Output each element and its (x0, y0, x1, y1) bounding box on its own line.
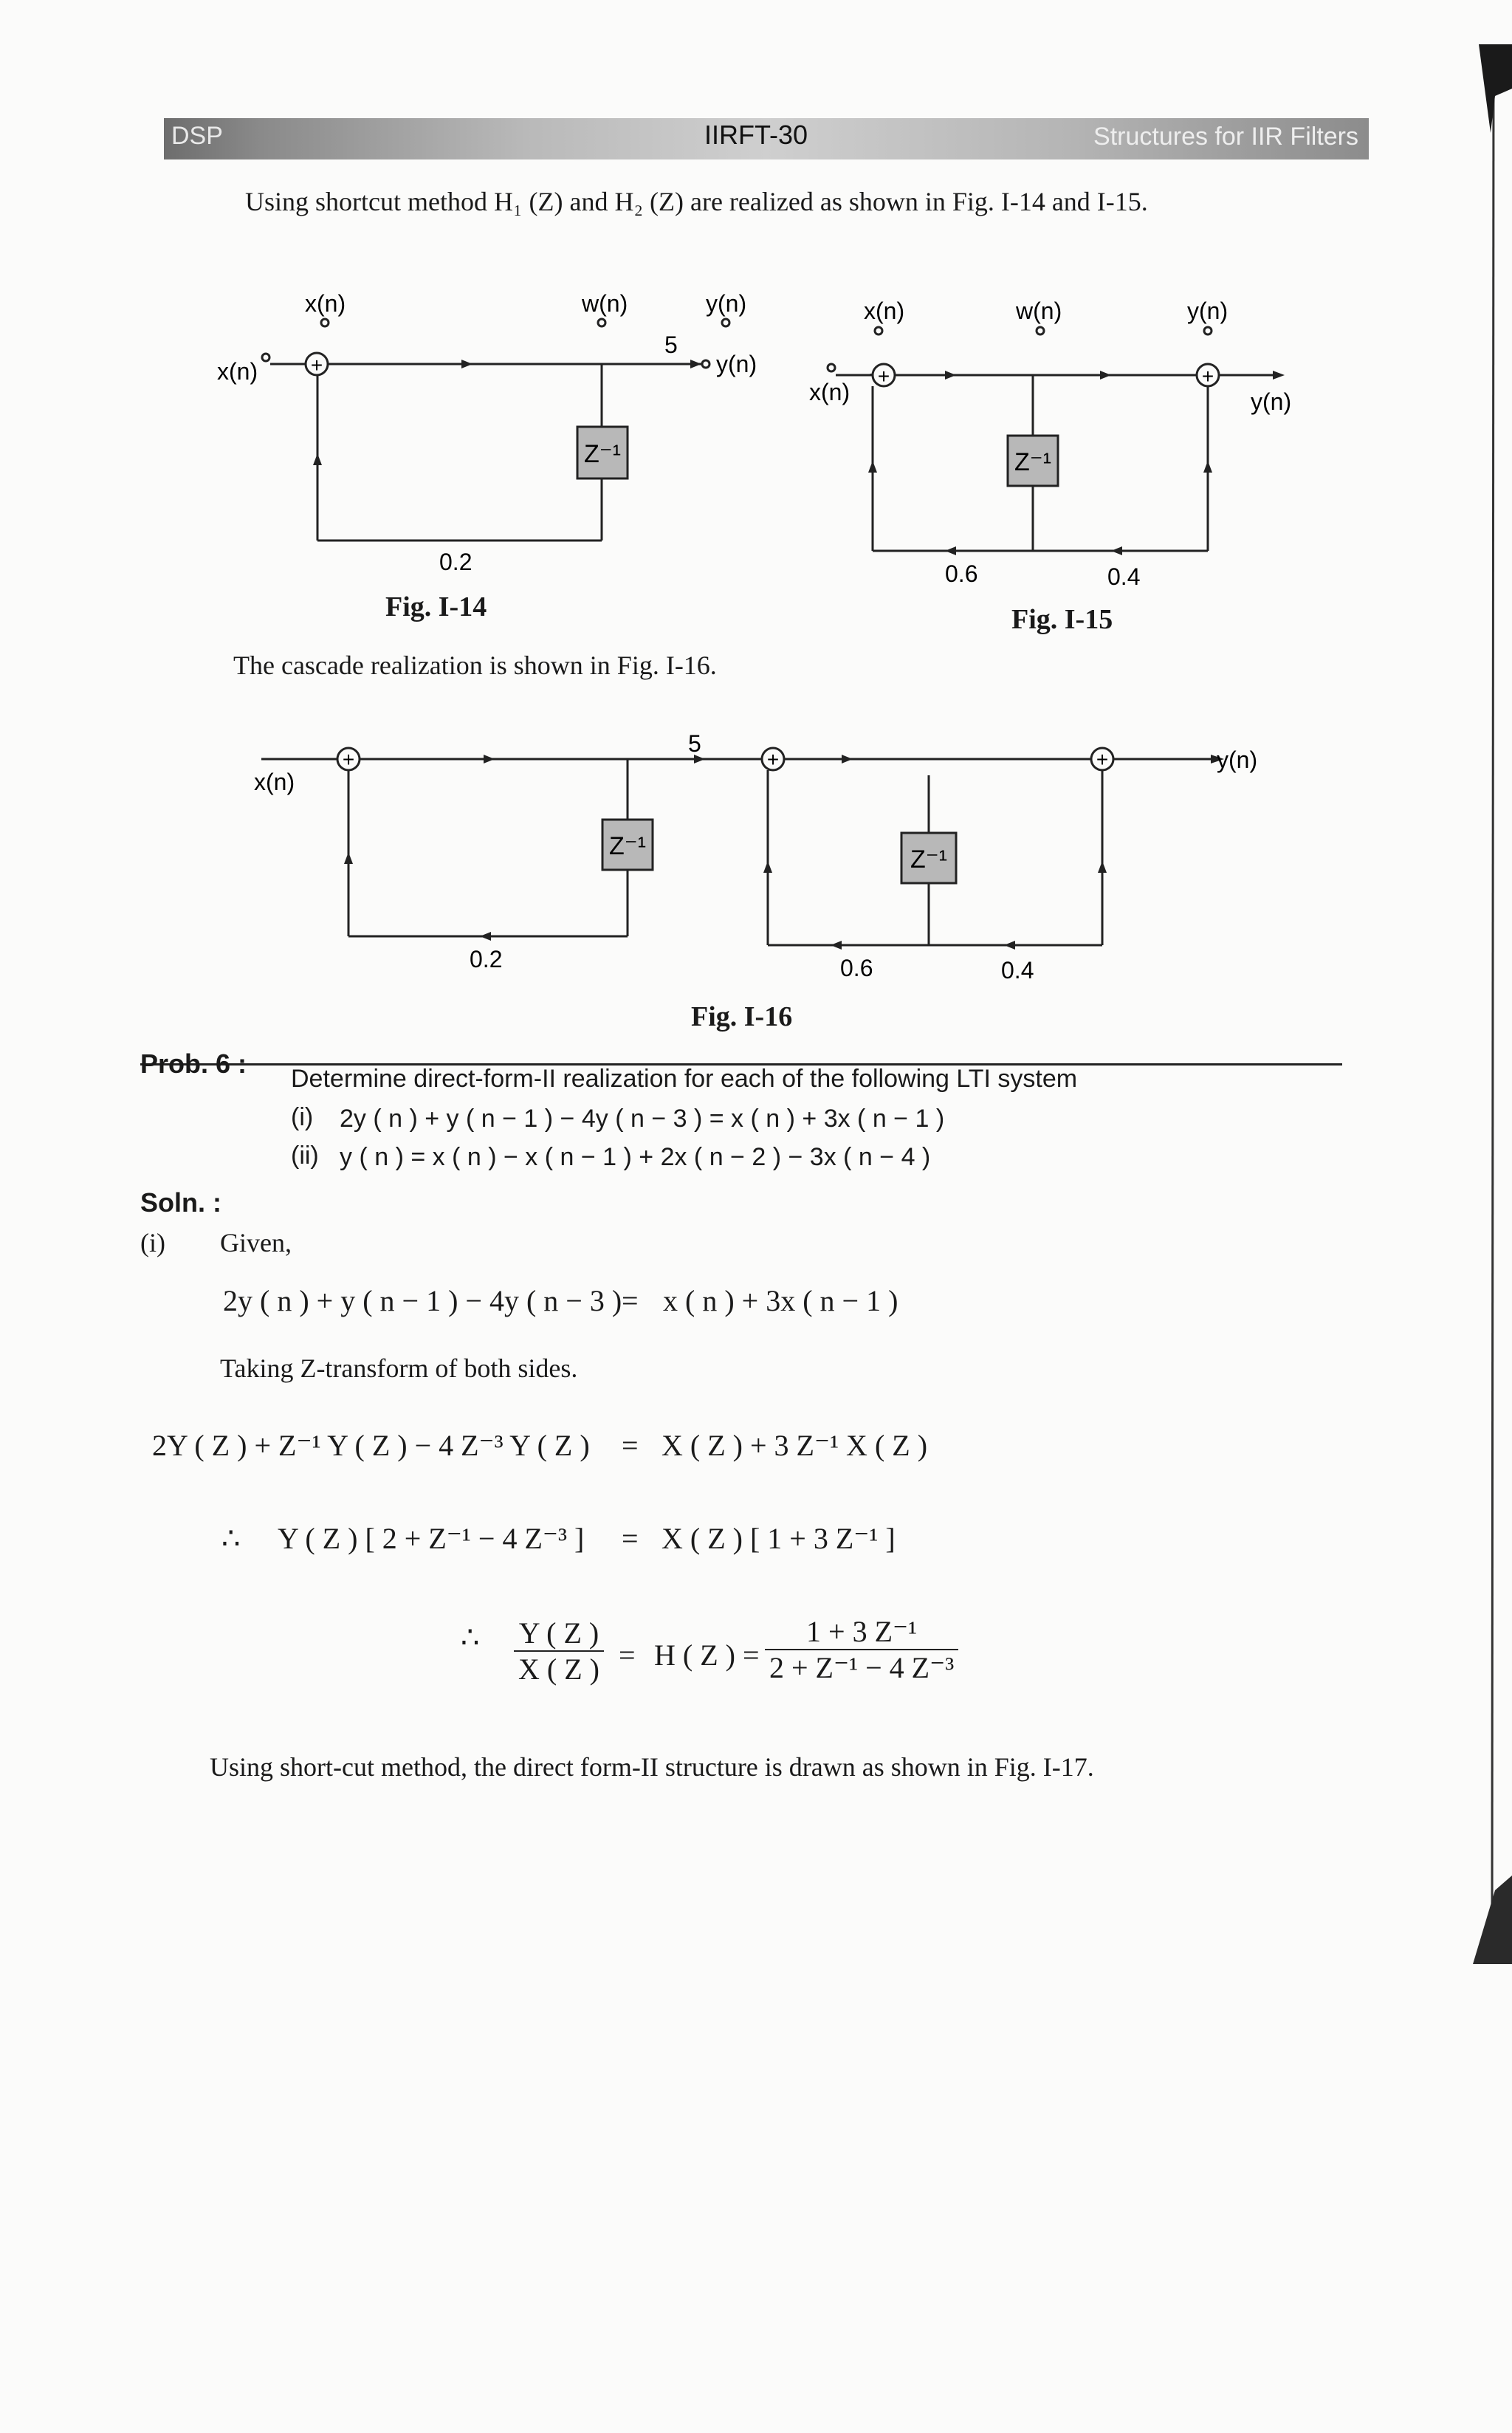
fig-14-sum-label: + (310, 354, 323, 377)
fig-16-fb2-coef: 0.6 (840, 955, 873, 981)
eq1-rhs: x ( n ) + 3x ( n − 1 ) (663, 1284, 898, 1317)
fig-15-sum2-label: + (1201, 365, 1214, 388)
solution-given: Given, (220, 1228, 292, 1257)
fig-14-xn-top-label: x(n) (305, 290, 346, 317)
fig-14-output-label: y(n) (716, 351, 757, 377)
eq1-lhs: 2y ( n ) + y ( n − 1 ) − 4y ( n − 3 ) (223, 1284, 622, 1317)
eq2-lhs: 2Y ( Z ) + Z⁻¹ Y ( Z ) − 4 Z⁻³ Y ( Z ) (152, 1429, 590, 1462)
eq4-lhs-denominator: X ( Z ) (518, 1653, 599, 1686)
problem-item-1-eq: 2y ( n ) + y ( n − 1 ) − 4y ( n − 3 ) = x ( n ) + 3x ( n − 1 ) (340, 1105, 945, 1133)
fig-15-delay-label: Z⁻¹ (1014, 448, 1052, 476)
eq4-rhs-fraction (765, 1614, 958, 1685)
fig-15-output-label: y(n) (1251, 388, 1292, 415)
fig-14-delay-label: Z⁻¹ (583, 440, 622, 468)
fig-15-sum1-label: + (877, 365, 890, 388)
eq4-rhs-numerator: 1 + 3 Z⁻¹ (765, 1614, 958, 1650)
fig-16-fb1-coef: 0.2 (470, 946, 503, 972)
header-left: DSP (171, 122, 223, 150)
fig-14-input-label: x(n) (217, 358, 258, 385)
header-page-number: IIRFT-30 (704, 120, 808, 150)
fig-15-input-label: x(n) (809, 379, 850, 405)
eq4-lhs-fraction (514, 1616, 604, 1686)
fig-14-caption: Fig. I-14 (385, 591, 487, 622)
fig-16-caption: Fig. I-16 (691, 1001, 793, 1032)
fig-14-gain-label: 5 (664, 332, 678, 358)
eq4-rhs-denominator: 2 + Z⁻¹ − 4 Z⁻³ (769, 1651, 955, 1684)
fig-14-yn-top-label: y(n) (706, 290, 747, 317)
fig-16-diagram (221, 731, 1285, 989)
fig-16-output-label: y(n) (1217, 747, 1258, 773)
problem-statement: Determine direct-form-II realization for each of the following LTI system (291, 1065, 1078, 1093)
fig-15-diagram (805, 281, 1307, 598)
eq3-therefore: ∴ (221, 1522, 241, 1555)
eq4-mid: H ( Z ) = (654, 1638, 760, 1672)
fig-14-diagram (199, 281, 790, 576)
eq3-equals: = (622, 1522, 639, 1555)
fig-16-sum3-label: + (1096, 748, 1109, 771)
problem-item-2-num: (ii) (291, 1142, 319, 1170)
closing-text: Using short-cut method, the direct form-II structure is drawn as shown in Fig. I-17. (210, 1752, 1094, 1782)
eq3-lhs: Y ( Z ) [ 2 + Z⁻¹ − 4 Z⁻³ ] (278, 1522, 585, 1555)
fig-14-feedback-coef: 0.2 (439, 549, 472, 575)
eq2-rhs: X ( Z ) + 3 Z⁻¹ X ( Z ) (662, 1429, 928, 1462)
fig-15-yn-top-label: y(n) (1187, 298, 1228, 324)
eq4-lhs-numerator: Y ( Z ) (514, 1616, 604, 1652)
problem-item-2-eq: y ( n ) = x ( n ) − x ( n − 1 ) + 2x ( n − 2 ) − 3x ( n − 4 ) (340, 1143, 931, 1171)
problem-label: Prob. 6 : (140, 1049, 247, 1079)
eq4-equals: = (619, 1638, 636, 1672)
fig-16-sum1-label: + (342, 748, 355, 771)
fig-15-feedforward-coef: 0.4 (1107, 563, 1141, 590)
eq3-rhs: X ( Z ) [ 1 + 3 Z⁻¹ ] (662, 1522, 896, 1555)
eq2-equals: = (622, 1429, 639, 1462)
eq4-therefore: ∴ (461, 1621, 480, 1654)
cascade-text: The cascade realization is shown in Fig. I-16. (233, 651, 717, 680)
scan-edge-shadow (1473, 44, 1512, 1964)
fig-16-sum2-label: + (766, 748, 780, 771)
fig-15-caption: Fig. I-15 (1011, 604, 1113, 635)
solution-part-label: (i) (140, 1228, 165, 1257)
intro-text: Using shortcut method H₁ (Z) and H₂ (Z) are realized as shown in Fig. I-14 and I-15. (245, 187, 1148, 216)
fig-16-input-label: x(n) (254, 769, 295, 795)
fig-15-feedback-coef: 0.6 (945, 560, 978, 587)
fig-15-wn-label: w(n) (1016, 298, 1062, 324)
fig-16-ff2-coef: 0.4 (1001, 957, 1034, 984)
fig-14-wn-label: w(n) (582, 290, 628, 317)
fig-15-xn-top-label: x(n) (864, 298, 905, 324)
problem-item-1-num: (i) (291, 1103, 314, 1131)
eq1-equals: = (622, 1284, 639, 1317)
fig-16-delay1-label: Z⁻¹ (608, 832, 647, 860)
ztransform-text: Taking Z-transform of both sides. (220, 1353, 578, 1383)
header-chapter-title: Structures for IIR Filters (1093, 123, 1358, 151)
solution-label: Soln. : (140, 1187, 221, 1218)
fig-16-gain-label: 5 (688, 731, 701, 757)
fig-16-delay2-label: Z⁻¹ (910, 845, 948, 874)
